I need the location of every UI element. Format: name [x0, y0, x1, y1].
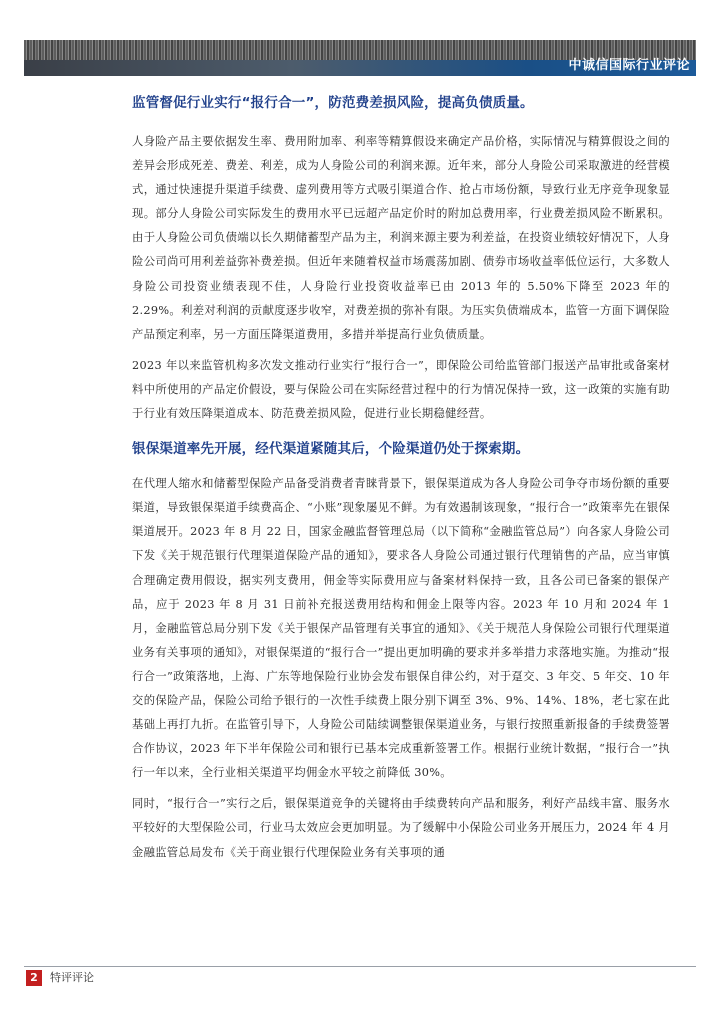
section-channels	[132, 440, 670, 865]
section-heading: 监管督促行业实行“报行合一”，防范费差损风险，提高负债质量。	[132, 95, 534, 111]
paragraph: 在代理人缩水和储蓄型保险产品备受消费者青睐背景下，银保渠道成为各人身险公司争夺市场份额的重要渠道，导致银保渠道手续费高企、“小账”现象屡见不鲜。为有效遏制该现象，“报行合一”政策率先在银保渠道展开。2023 年 8 月 22 日，国家金融监督管理总局（以下简称“金融监管总局”）向各家人身险公司下发《关于规范银行代理渠道保险产品的通知》，要求各人身险公司通过银行代理销售的产品，应当审慎合理确定费用假设，据实列支费用，佣金等实际费用应与备案材料保持一致，且各公司已备案的银保产品，应于 2023 年 8 月 31 日前补充报送费用结构和佣金上限等内容。2023 年 10 月和 2024 年 1 月，金融监管总局分别下发《关于银保产品管理有关事宜的通知》、《关于规范人身保险公司银行代理渠道业务有关事项的通知》，对银保渠道的“报行合一”提出更加明确的要求并多举措力求落地实施。为推动“报行合一”政策落地，上海、广东等地保险行业协会发布银保自律公约，对于趸交、3 年交、5 年交、10 年交的保险产品，保险公司给予银行的一次性手续费上限分别下调至 3%、9%、14%、18%，老七家在此基础上再打九折。在监管引导下，人身险公司陆续调整银保渠道业务，与银行按照重新报备的手续费签署合作协议，2023 年下半年保险公司和银行已基本完成重新签署工作。根据行业统计数据，“报行合一”执行一年以来，全行业相关渠道平均佣金水平较之前降低 30%。	[132, 477, 670, 780]
page-footer	[24, 966, 696, 988]
section-heading: 银保渠道率先开展，经代渠道紧随其后，个险渠道仍处于探索期。	[132, 441, 530, 458]
header-banner	[24, 40, 696, 76]
page-number: 2	[26, 970, 42, 986]
publication-title: 中诚信国际行业评论	[568, 58, 690, 73]
footer-divider	[24, 966, 696, 967]
footer-section-label: 特评评论	[50, 971, 94, 984]
section-regulation	[132, 94, 670, 426]
paragraph: 2023 年以来监管机构多次发文推动行业实行“报行合一”，即保险公司给监管部门报送产品审批或备案材料中所使用的产品定价假设，要与保险公司在实际经营过程中的行为情况保持一致，这一政策的实施有助于行业有效压降渠道成本、防范费差损风险，促进行业长期稳健经营。	[132, 358, 670, 421]
main-content	[132, 94, 670, 865]
paragraph: 人身险产品主要依据发生率、费用附加率、利率等精算假设来确定产品价格，实际情况与精算假设之间的差异会形成死差、费差、利差，成为人身险公司的利润来源。近年来，部分人身险公司采取激进的经营模式，通过快速提升渠道手续费、虚列费用等方式吸引渠道合作、抢占市场份额，导致行业无序竞争现象显现。部分人身险公司实际发生的费用水平已远超产品定价时的附加总费用率，行业费差损风险不断累积。由于人身险公司负债端以长久期储蓄型产品为主，利润来源主要为利差益，在投资业绩较好情况下，人身险公司尚可用利差益弥补费差损。但近年来随着权益市场震荡加剧、债券市场收益率低位运行，大多数人身险公司投资业绩表现不佳，人身险行业投资收益率已由 2013 年的 5.50%下降至 2023 年的 2.29%。利差对利润的贡献度逐步收窄，对费差损的弥补有限。为压实负债端成本，监管一方面下调保险产品预定利率，另一方面压降渠道费用，多措并举提高行业负债质量。	[132, 135, 670, 341]
paragraph: 同时，“报行合一”实行之后，银保渠道竞争的关键将由手续费转向产品和服务，利好产品线丰富、服务水平较好的大型保险公司，行业马太效应会更加明显。为了缓解中小保险公司业务开展压力，2024 年 4 月金融监管总局发布《关于商业银行代理保险业务有关事项的通	[132, 797, 670, 859]
